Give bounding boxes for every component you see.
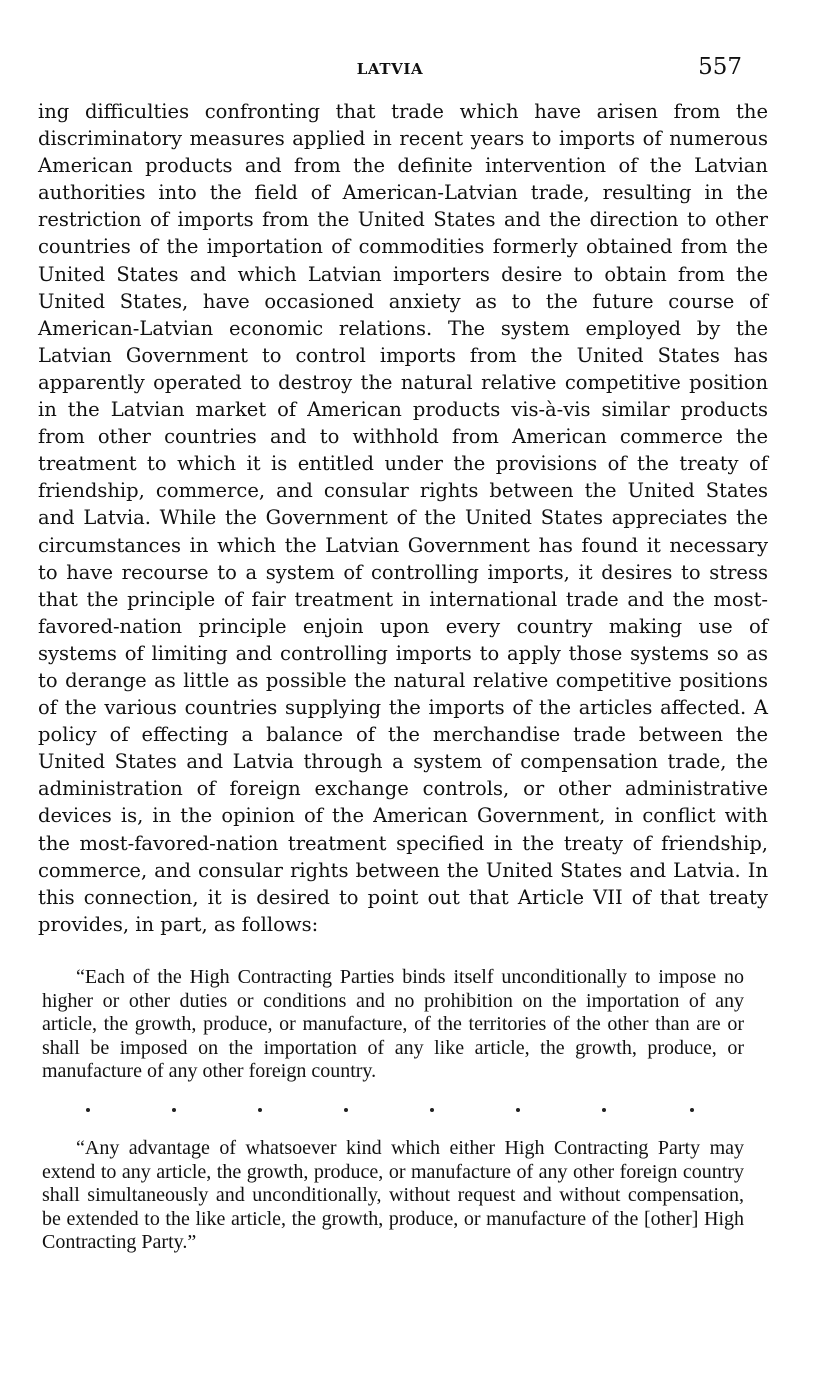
ellipsis-dot: [86, 1108, 90, 1112]
ellipsis-dot: [516, 1108, 520, 1112]
ellipsis-dot: [690, 1108, 694, 1112]
ellipsis-dot: [344, 1108, 348, 1112]
ellipsis-dot: [430, 1108, 434, 1112]
running-head-title: LATVIA: [356, 60, 424, 78]
treaty-quote-second: “Any advantage of whatsoever kind which either High Contracting Party may extend to any article, the growth, produce, or manufacture of any other foreign country shall simultaneously and unconditionally, without request and without compensation, be extended to the like article, the growth, produce, or manufacture of the [other] High Contracting Party.”: [42, 1137, 744, 1254]
ellipsis-dot: [258, 1108, 262, 1112]
ellipsis-dot: [602, 1108, 606, 1112]
treaty-quote-first: “Each of the High Contracting Parties binds itself unconditionally to impose no higher or other duties or conditions and no prohibition on the importation of any article, the growth, produce, or manufacture, of the territories of the other than are or shall be imposed on the importation of any like article, the growth, produce, or manufacture of any other foreign country.: [42, 966, 744, 1083]
ellipsis-dot: [172, 1108, 176, 1112]
page-number: 557: [698, 54, 742, 80]
ellipsis-dots: [0, 1108, 838, 1124]
body-paragraph: ing difficulties confronting that trade which have arisen from the discriminatory measures applied in recent years to imports of numerous American products and from the definite intervention of the Latvian authorities into the field of American-Latvian trade, resulting in the restriction of imports from the United States and the direction to other countries of the importation of commodities formerly obtained from the United States and which Latvian importers desire to obtain from the United States, have occasioned anxiety as to the future course of American-Latvian economic relations. The system employed by the Latvian Government to control imports from the United States has apparently operated to destroy the natural relative competitive position in the Latvian market of American products vis-à-vis similar products from other countries and to withhold from American commerce the treatment to which it is entitled under the provisions of the treaty of friendship, commerce, and consular rights between the United States and Latvia. While the Government of the United States appreciates the circumstances in which the Latvian Government has found it necessary to have recourse to a system of controlling imports, it desires to stress that the principle of fair treatment in international trade and the most-favored-nation principle enjoin upon every country making use of systems of limiting and controlling imports to apply those systems so as to derange as little as possible the natural relative competitive positions of the various countries supplying the imports of the articles affected. A policy of effecting a balance of the merchandise trade between the United States and Latvia through a system of compensation trade, the administration of foreign exchange controls, or other administrative devices is, in the opinion of the American Government, in conflict with the most-favored-nation treatment specified in the treaty of friendship, commerce, and consular rights between the United States and Latvia. In this connection, it is desired to point out that Article VII of that treaty provides, in part, as follows:: [38, 100, 768, 936]
running-head: [0, 54, 838, 88]
